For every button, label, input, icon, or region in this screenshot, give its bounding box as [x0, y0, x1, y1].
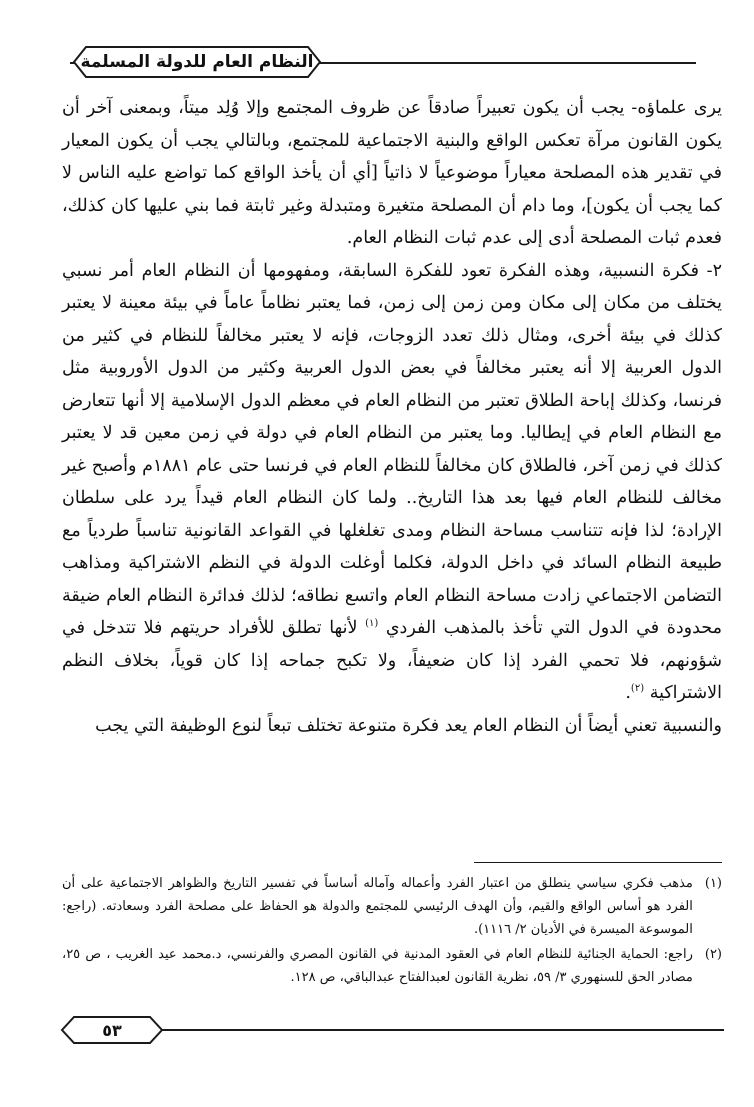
- footnote-1: [62, 872, 722, 941]
- paragraph-2-end: .: [625, 683, 631, 703]
- footer-rule: [162, 1029, 724, 1031]
- running-header: [72, 45, 322, 79]
- footnote-ref-2: (٢): [630, 683, 645, 695]
- footnote-separator: [474, 862, 722, 863]
- footnote-ref-1: (١): [365, 618, 379, 630]
- footnote-number: (٢): [704, 947, 722, 962]
- footnotes: [62, 872, 722, 991]
- footnote-number: (١): [704, 876, 722, 891]
- paragraph-2: [62, 255, 722, 710]
- footnote-text: مذهب فكري سياسي ينطلق من اعتبار الفرد وأعماله وآماله أساساً في تفسير التاريخ والظواهر الاجتماعية على أن الفرد هو أساس الواقع والقيم، وأن الهدف الرئيسي للمجتمع والدولة هو الحفاظ على مصلحة الفرد وسعادته. (راجع: الموسوعة الميسرة في الأديان ٢/ ١١١٦).: [62, 876, 693, 937]
- footnote-text: راجع: الحماية الجنائية للنظام العام في العقود المدنية في القانون المصري والفرنسي، د.محمد عيد الغريب ، ص ٢٥، مصادر الحق للسنهوري ٣/ ٥٩، نظرية القانون لعبدالفتاح عبدالباقي، ص ١٢٨.: [62, 947, 693, 985]
- paragraph-3: والنسبية تعني أيضاً أن النظام العام يعد فكرة متنوعة تختلف تبعاً لنوع الوظيفة التي يجب: [95, 715, 722, 736]
- running-header-title: النظام العام للدولة المسلمة: [80, 52, 314, 72]
- paragraph-2-text-a: ٢- فكرة النسبية، وهذه الفكرة تعود للفكرة السابقة، ومفهومها أن النظام العام أمر نسبي يختلف من مكان إلى مكان ومن زمن إلى زمن، فما يعتبر نظاماً عاماً في بيئة معينة لا يعتبر كذلك في بيئة أخرى، ومثال ذلك تعدد الزوجات، فإنه لا يعتبر مخالفاً للنظام في كثير من الدول العربية إلا أنه يعتبر مخالفاً في بعض الدول العربية وكثير من الدول الأوروبية مثل فرنسا، وكذلك إباحة الطلاق تعتبر من النظام العام في معظم الدول الإسلامية إلا أنها تتعارض مع النظام العام في إيطاليا. وما يعتبر من النظام العام في دولة في زمن معين قد لا يعتبر كذلك في زمن آخر، فالطلاق كان مخالفاً للنظام العام في فرنسا حتى عام ١٨٨١م وأصبح غير مخالف للنظام العام فيها بعد هذا التاريخ.. ولما كان النظام العام قيداً يرد على سلطان الإرادة؛ لذا فإنه تتناسب مساحة النظام ومدى تغلغلها في القواعد القانونية تناسباً طردياً مع طبيعة النظام السائد في داخل الدولة، فكلما أوغلت الدولة في النظم الاشتراكية ومذاهب التضامن الاجتماعي زادت مساحة النظام العام واتسع نطاقه؛ لذلك فدائرة النظام العام ضيقة محدودة في الدول التي تأخذ بالمذهب الفردي: [62, 260, 722, 638]
- body-text: [62, 92, 722, 742]
- paragraph-1: يرى علماؤه- يجب أن يكون تعبيراً صادقاً عن ظروف المجتمع وإلا وُلِد ميتاً، وبمعنى آخر أن يكون القانون مرآة تعكس الواقع والبنية الاجتماعية للمجتمع، وبالتالي يجب أن يكون المعيار في تقدير هذه المصلحة معياراً موضوعياً لا ذاتياً [أي أن يأخذ الواقع كما تواضع عليه الناس لا كما يجب أن يكون]، وما دام أن المصلحة متغيرة ومتبدلة وغير ثابتة فما بني عليها كان كذلك، فعدم ثبات المصلحة أدى إلى عدم ثبات النظام العام.: [62, 98, 722, 248]
- page-number-badge: [60, 1015, 164, 1045]
- footnote-2: [62, 943, 722, 989]
- paragraph-2-text-b: لأنها تطلق للأفراد حريتهم فلا تتدخل في شؤونهم، فلا تحمي الفرد إذا كان ضعيفاً، ولا تكبح جماحه إذا كان قوياً، بخلاف النظم الاشتراكية: [62, 618, 722, 703]
- page-number: ٥٣: [102, 1020, 122, 1040]
